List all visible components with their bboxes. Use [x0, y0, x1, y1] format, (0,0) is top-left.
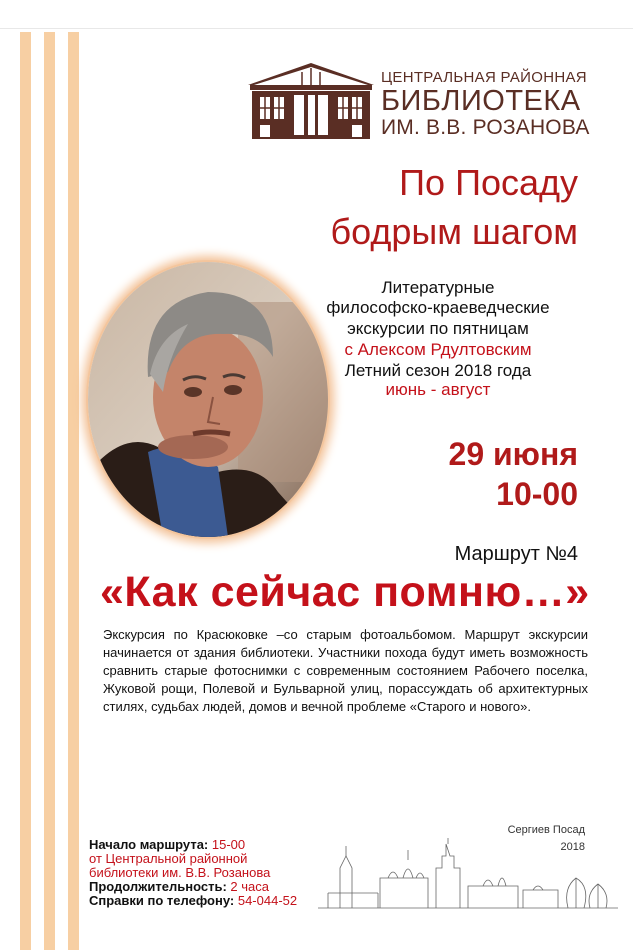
poster-title-line-1: По Посаду: [399, 162, 578, 203]
library-building-icon: [248, 63, 374, 139]
route-title: «Как сейчас помню…»: [100, 568, 590, 616]
logo-line-2: БИБЛИОТЕКА: [381, 85, 581, 117]
poster-title-line-2: бодрым шагом: [330, 211, 578, 252]
event-date: 29 июня: [448, 436, 578, 472]
subtitle-line-3: экскурсии по пятницам: [347, 319, 529, 338]
logo-line-3: ИМ. В.В. РОЗАНОВА: [381, 116, 590, 139]
subtitle-line-2: философско-краеведческие: [326, 298, 550, 317]
route-info: [89, 838, 297, 908]
season-months: июнь - август: [385, 380, 491, 399]
start-label: Начало маршрута:: [89, 837, 209, 852]
decor-stripe: [68, 32, 79, 950]
top-divider: [0, 28, 633, 29]
event-time: 10-00: [496, 476, 578, 512]
phone-label: Справки по телефону:: [89, 893, 235, 908]
year: 2018: [560, 841, 585, 853]
logo-line-1: ЦЕНТРАЛЬНАЯ РАЙОННАЯ: [381, 69, 587, 86]
season: Летний сезон 2018 года: [344, 361, 532, 380]
city-name: Сергиев Посад: [507, 824, 585, 836]
start-place-line-1: от Центральной районной: [89, 851, 248, 866]
guide-portrait: [88, 262, 328, 537]
decor-stripe: [20, 32, 31, 950]
route-description: Экскурсия по Красюковке –со старым фотоальбомом. Маршрут экскурсии начинается от здания библиотеки. Участники похода будут иметь возможность сравнить старые фотоснимки с современным состоянием Рабочего поселка, Жуковой рощи, Полевой и Бульварной улиц, порассуждать об архитектурных стилях, судьбах людей, домов и вечной проблеме «Старого и нового».: [103, 627, 588, 714]
duration-value: 2 часа: [230, 879, 269, 894]
route-number: Маршрут №4: [454, 543, 578, 565]
start-place-line-2: библиотеки им. В.В. Розанова: [89, 865, 271, 880]
decor-stripe: [44, 32, 55, 950]
lavra-sketch-illustration: [318, 838, 618, 912]
duration-label: Продолжительность:: [89, 879, 227, 894]
library-logo-text: [381, 70, 590, 138]
phone-value: 54-044-52: [237, 893, 298, 908]
start-time: 15-00: [211, 837, 246, 852]
guide-name: с Алексом Рдултовским: [344, 340, 532, 359]
subtitle-line-1: Литературные: [381, 278, 495, 297]
